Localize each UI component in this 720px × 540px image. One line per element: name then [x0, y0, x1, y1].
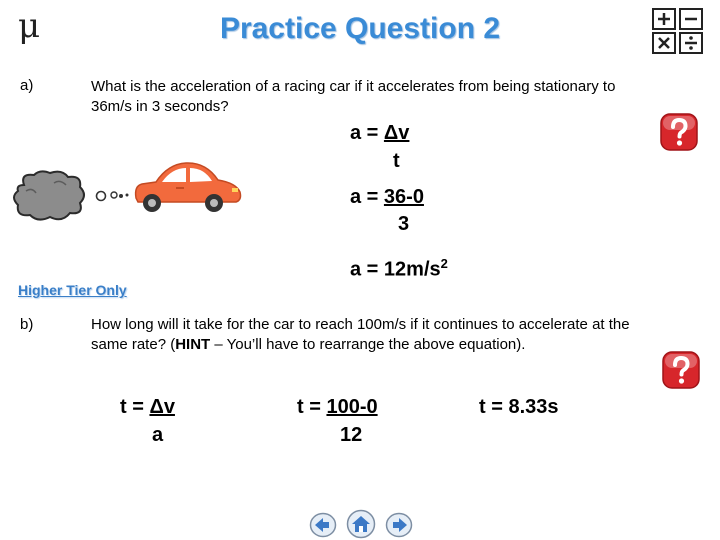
answer-a-text: a = 12m/s — [350, 258, 441, 281]
question-b-line2 — [91, 335, 525, 355]
formula-numerator: Δv — [383, 122, 410, 144]
mu-symbol: μ — [18, 6, 41, 46]
eq1-numerator: Δv — [149, 396, 175, 418]
answer-a — [350, 256, 448, 282]
back-button[interactable] — [309, 512, 337, 538]
eq2-numerator: 100-0 — [326, 396, 378, 418]
substitution-denominator: 3 — [398, 213, 410, 235]
substitution-lhs: a = — [350, 186, 384, 208]
question-a-line2: 36m/s in 3 seconds? — [91, 98, 229, 115]
exhaust-puffs-icon — [94, 189, 134, 203]
math-operators-icon — [652, 8, 704, 54]
substitution-b — [297, 396, 378, 419]
rearranged-formula — [120, 396, 175, 419]
question-mark-icon-b[interactable] — [662, 351, 700, 389]
question-b-pre: same rate? ( — [91, 336, 176, 353]
home-button[interactable] — [346, 509, 376, 539]
page-title: Practice Question 2 — [219, 12, 501, 45]
eq2-denominator: 12 — [340, 424, 363, 446]
hint-label: HINT — [175, 336, 211, 353]
part-b-label: b) — [20, 316, 34, 333]
formula-denominator: t — [393, 150, 400, 172]
answer-b: t = 8.33s — [479, 396, 559, 418]
higher-tier-label: Higher Tier Only — [18, 282, 127, 298]
substitution-numerator: 36-0 — [383, 186, 424, 208]
smoke-cloud-icon — [10, 169, 90, 223]
substitution-a — [350, 186, 424, 209]
next-button[interactable] — [385, 512, 413, 538]
car-icon — [132, 158, 244, 216]
formula-lhs: a = — [350, 122, 384, 144]
question-b-line1: How long will it take for the car to reach 100m/s if it continues to accelerate at the — [91, 316, 630, 333]
question-mark-icon[interactable] — [660, 113, 698, 151]
eq1-lhs: t = — [120, 396, 150, 418]
answer-a-superscript: 2 — [440, 256, 448, 271]
question-a-line1: What is the acceleration of a racing car if it accelerates from being stationary to — [91, 78, 616, 95]
part-a-label: a) — [20, 77, 34, 94]
question-b-post: – You’ll have to rearrange the above equation). — [210, 336, 526, 353]
eq2-lhs: t = — [297, 396, 327, 418]
formula-a — [350, 122, 409, 145]
eq1-denominator: a — [152, 424, 164, 446]
